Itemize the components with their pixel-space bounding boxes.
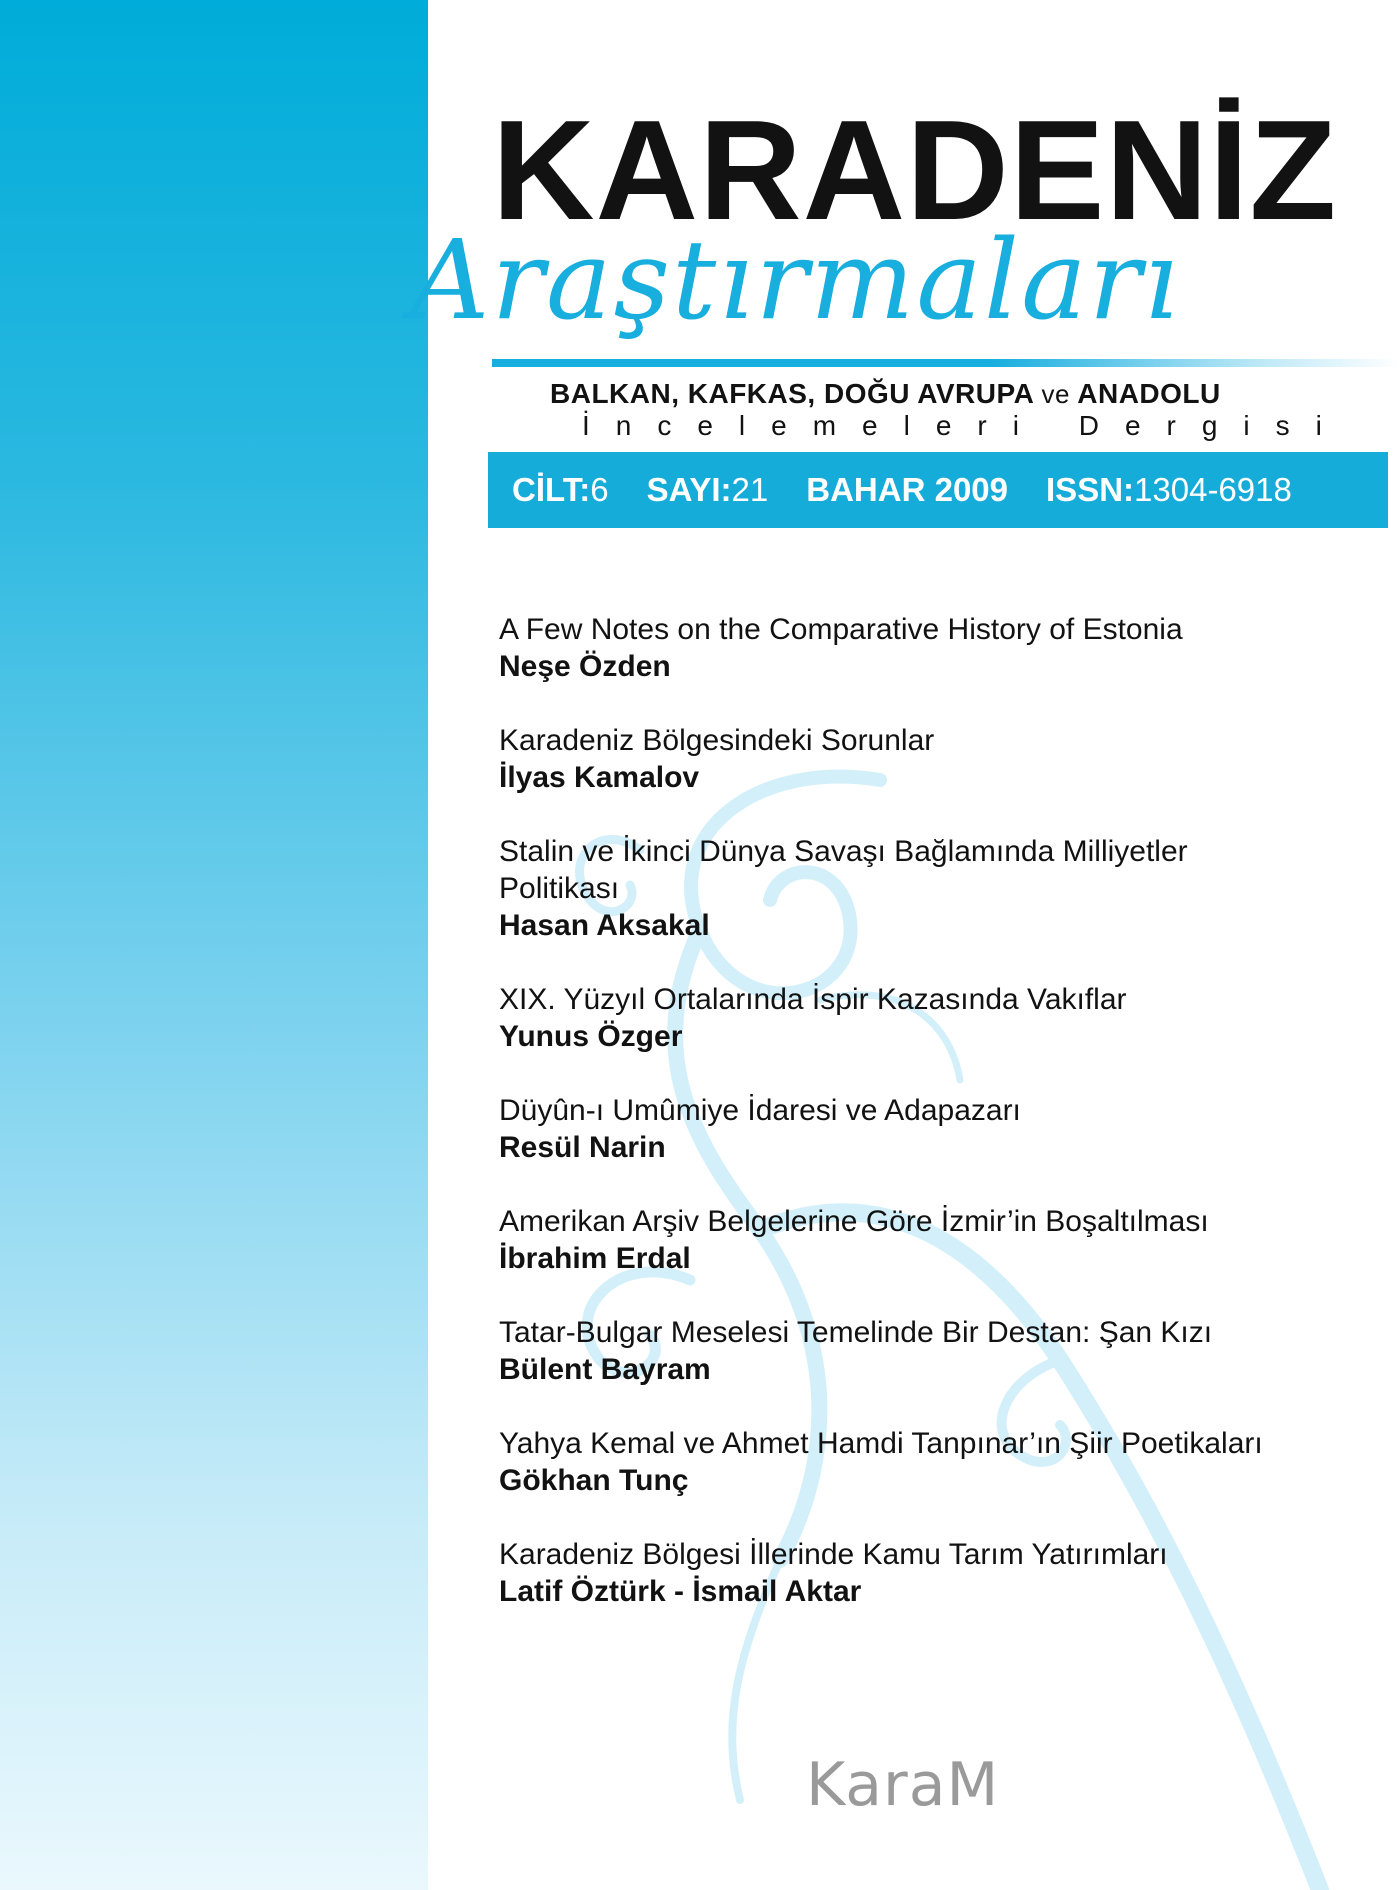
article-item (499, 981, 1379, 1055)
article-list (499, 611, 1379, 1647)
journal-tagline (550, 378, 1221, 410)
article-item (499, 1092, 1379, 1166)
issue-bar (488, 452, 1388, 528)
article-author: Neşe Özden (499, 650, 671, 683)
tagline-part1: BALKAN, KAFKAS, DOĞU AVRUPA (550, 378, 1034, 409)
tagline-ve: ve (1041, 379, 1071, 409)
article-item (499, 1425, 1379, 1499)
article-author: Yunus Özger (499, 1020, 683, 1053)
article-title: XIX. Yüzyıl Ortalarında İspir Kazasında Vakıflar (499, 983, 1127, 1016)
article-title: Karadeniz Bölgesi İllerinde Kamu Tarım Yatırımları (499, 1538, 1168, 1571)
volume-label: CİLT: (512, 471, 591, 508)
issn (1046, 471, 1292, 509)
tagline-part2: ANADOLU (1077, 378, 1221, 409)
article-item (499, 1314, 1379, 1388)
article-item (499, 1536, 1379, 1610)
article-author: Bülent Bayram (499, 1353, 711, 1386)
article-title: Düyûn-ı Umûmiye İdaresi ve Adapazarı (499, 1094, 1021, 1127)
article-item (499, 1203, 1379, 1277)
issue-number-label: SAYI: (646, 471, 732, 508)
issue-season: BAHAR 2009 (806, 471, 1009, 508)
article-title: Yahya Kemal ve Ahmet Hamdi Tanpınar’ın Şiir Poetikaları (499, 1427, 1263, 1460)
article-title: A Few Notes on the Comparative History of Estonia (499, 613, 1183, 646)
article-title: Karadeniz Bölgesindeki Sorunlar (499, 724, 935, 757)
article-author: Gökhan Tunç (499, 1464, 689, 1497)
volume (512, 471, 609, 509)
journal-tagline-line2: İncelemeleri Dergisi (582, 410, 1348, 441)
volume-value: 6 (590, 471, 609, 508)
issn-label: ISSN: (1046, 471, 1135, 508)
journal-title: KARADENİZ (492, 91, 1338, 250)
article-author: İbrahim Erdal (499, 1242, 691, 1275)
article-item (499, 611, 1379, 685)
title-rule (492, 359, 1400, 367)
issue-number-value: 21 (731, 471, 769, 508)
article-title: Amerikan Arşiv Belgelerine Göre İzmir’in Boşaltılması (499, 1205, 1209, 1238)
issue-number (647, 471, 769, 509)
article-item (499, 722, 1379, 796)
article-author: İlyas Kamalov (499, 761, 700, 794)
issn-value: 1304-6918 (1134, 471, 1292, 508)
article-author: Hasan Aksakal (499, 909, 710, 942)
article-author: Resül Narin (499, 1131, 666, 1164)
article-item (499, 833, 1379, 944)
article-title: Stalin ve İkinci Dünya Savaşı Bağlamında Milliyetler Politikası (499, 835, 1188, 905)
side-color-band (0, 0, 428, 1890)
publisher-logo: KaraM (806, 1750, 1000, 1820)
journal-subtitle: Araştırmaları (410, 216, 1181, 344)
article-author: Latif Öztürk - İsmail Aktar (499, 1575, 862, 1608)
article-title: Tatar-Bulgar Meselesi Temelinde Bir Destan: Şan Kızı (499, 1316, 1213, 1349)
